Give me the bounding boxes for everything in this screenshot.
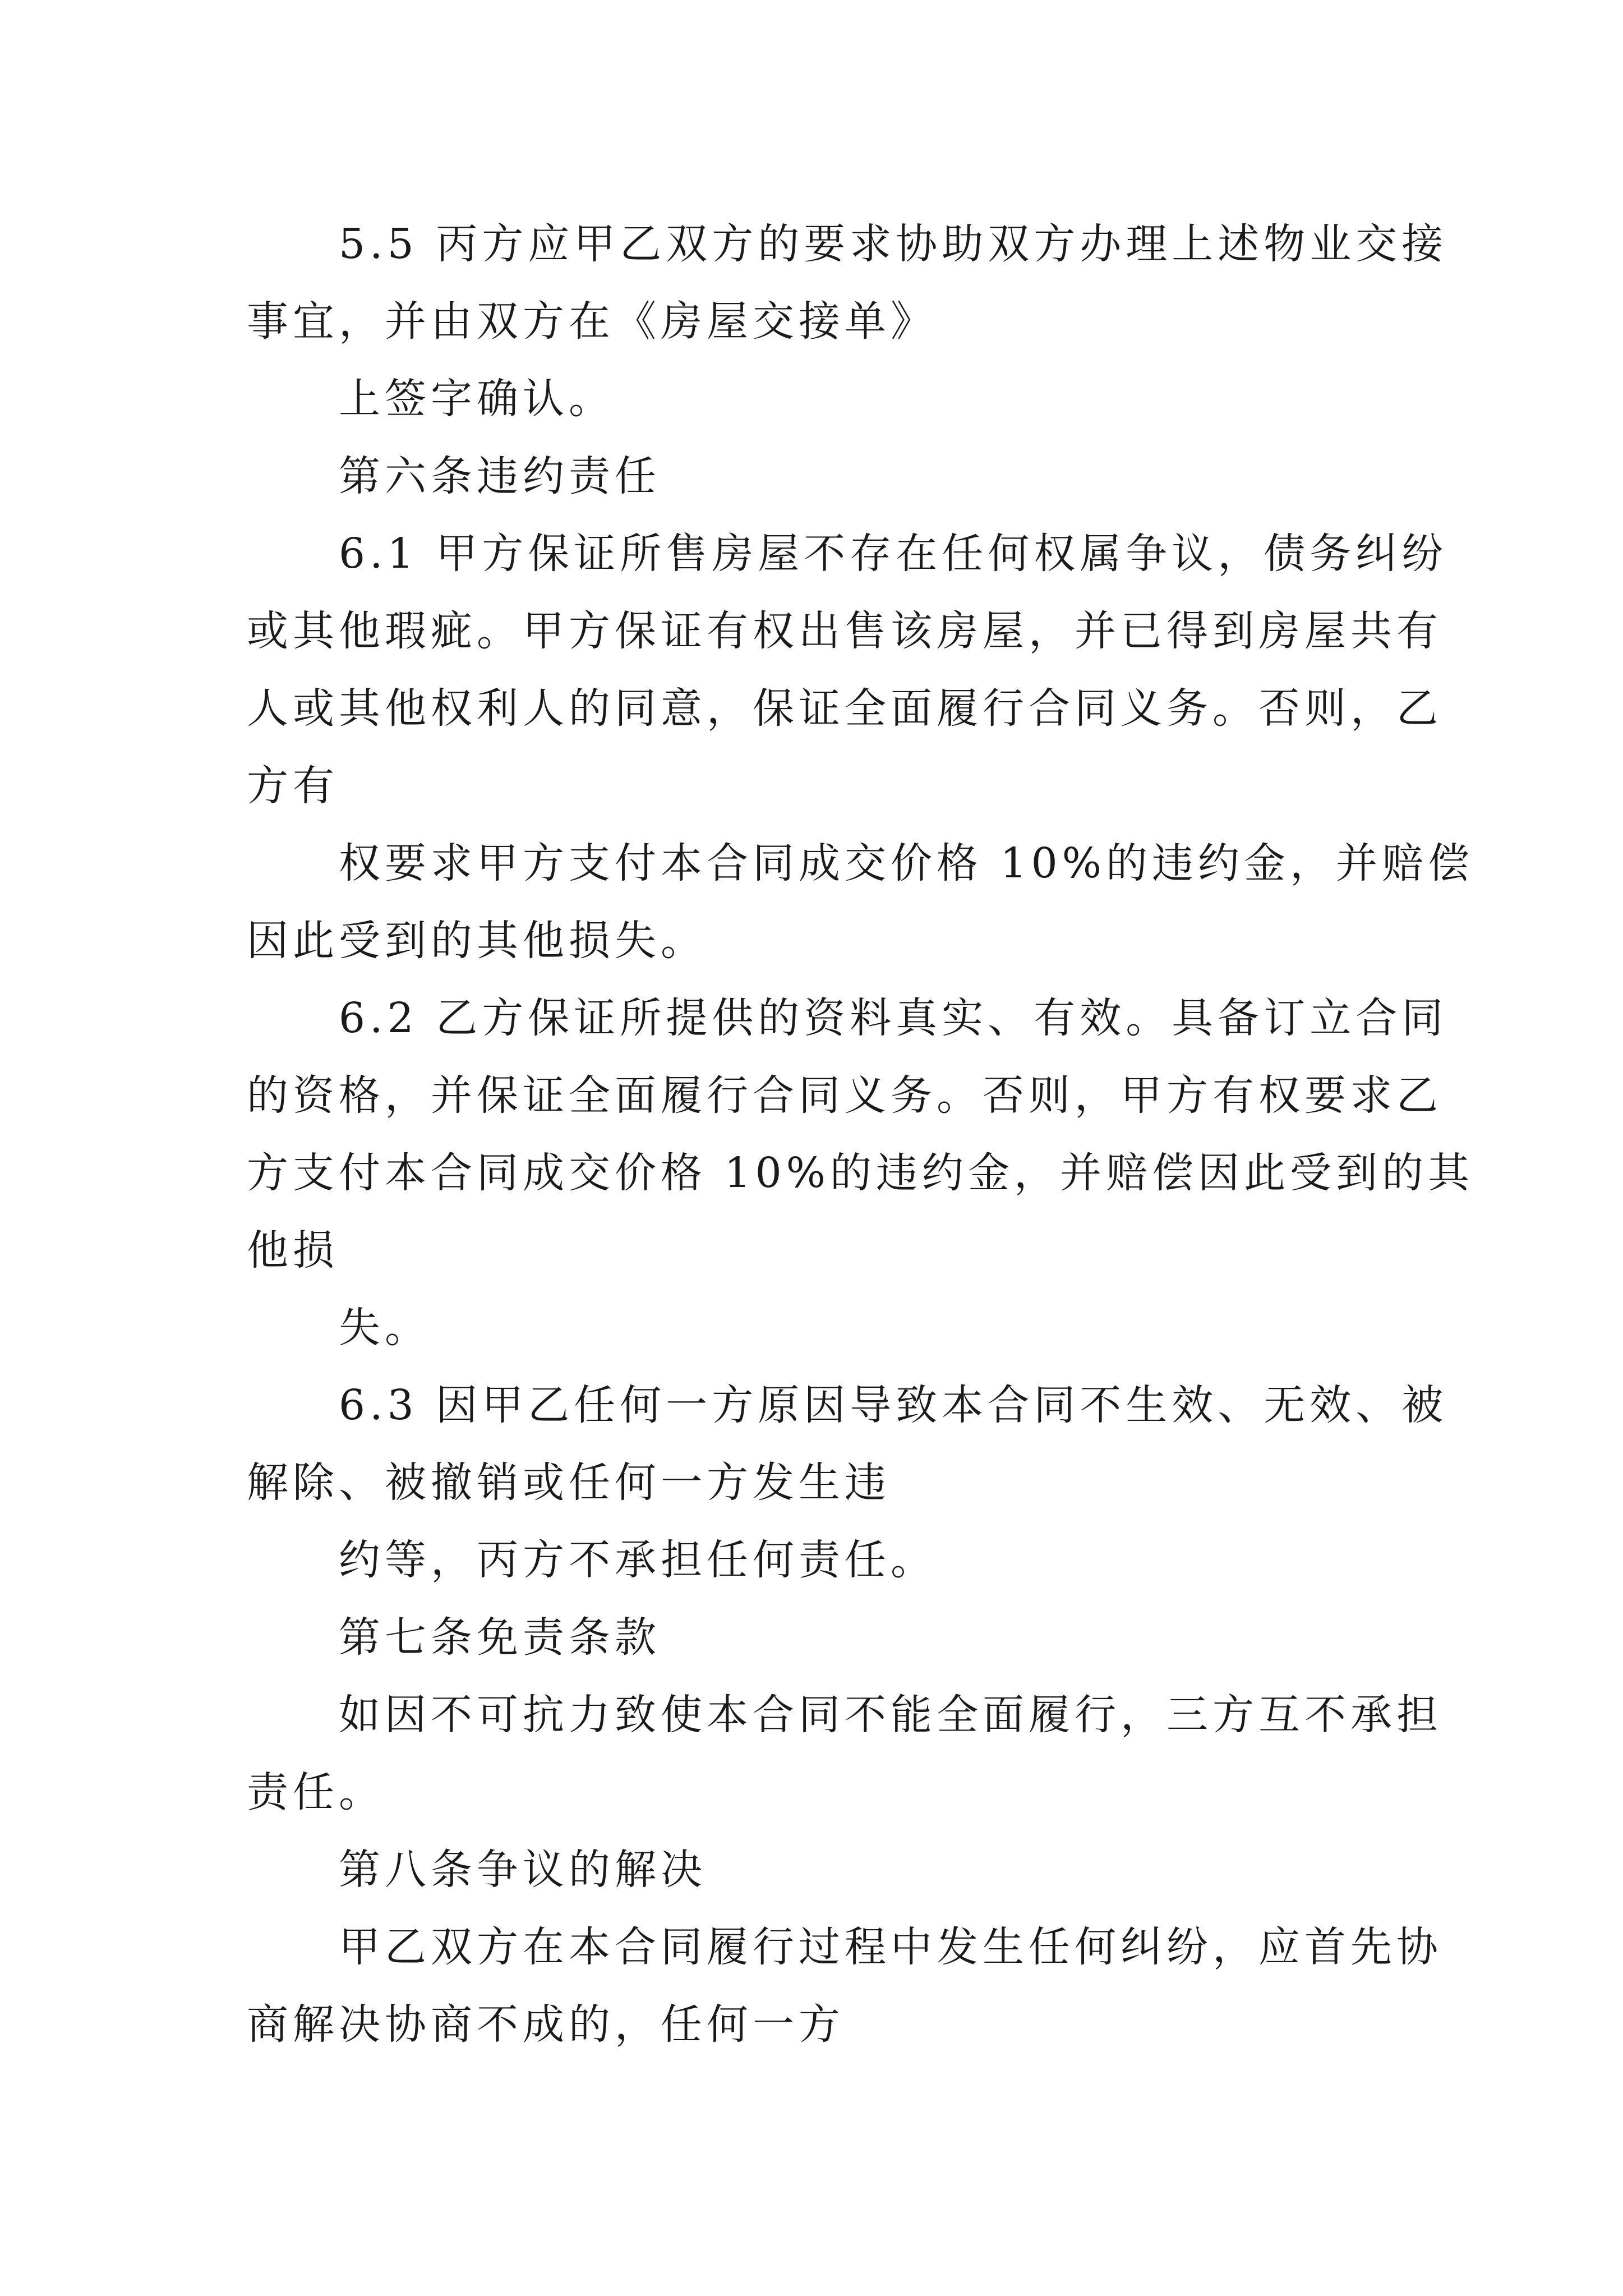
clause-6-2-line-4: 他损 bbox=[247, 1226, 339, 1274]
clause-5-5-line-1: 5.5 丙方应甲乙双方的要求协助双方办理上述物业交接 bbox=[339, 220, 1448, 268]
article-6-heading: 第六条违约责任 bbox=[339, 452, 661, 500]
clause-6-2-line-5: 失。 bbox=[339, 1304, 431, 1352]
article-7-line-2: 责任。 bbox=[247, 1768, 385, 1816]
clause-6-2-line-1: 6.2 乙方保证所提供的资料真实、有效。具备订立合同 bbox=[339, 994, 1448, 1042]
clause-6-1-line-2: 或其他瑕疵。甲方保证有权出售该房屋，并已得到房屋共有 bbox=[247, 607, 1442, 655]
clause-6-3-line-1: 6.3 因甲乙任何一方原因导致本合同不生效、无效、被 bbox=[339, 1381, 1448, 1429]
article-7-heading: 第七条免责条款 bbox=[339, 1613, 661, 1662]
clause-6-1-line-1: 6.1 甲方保证所售房屋不存在任何权属争议，债务纠纷 bbox=[339, 530, 1448, 578]
clause-6-2-line-2: 的资格，并保证全面履行合同义务。否则，甲方有权要求乙 bbox=[247, 1071, 1442, 1120]
article-8-line-2: 商解决协商不成的，任何一方 bbox=[247, 2000, 845, 2049]
article-8-heading: 第八条争议的解决 bbox=[339, 1846, 707, 1894]
clause-6-1-line-3: 人或其他权利人的同意，保证全面履行合同义务。否则，乙 bbox=[247, 684, 1442, 733]
clause-6-1-line-4: 方有 bbox=[247, 762, 339, 810]
clause-6-1-line-6: 因此受到的其他损失。 bbox=[247, 917, 707, 965]
clause-6-1-line-5: 权要求甲方支付本合同成交价格 10%的违约金，并赔偿 bbox=[339, 839, 1474, 887]
clause-6-3-line-3: 约等，丙方不承担任何责任。 bbox=[339, 1536, 937, 1584]
clause-6-2-line-3: 方支付本合同成交价格 10%的违约金，并赔偿因此受到的其 bbox=[247, 1149, 1474, 1197]
article-7-line-1: 如因不可抗力致使本合同不能全面履行，三方互不承担 bbox=[339, 1691, 1442, 1739]
clause-6-3-line-2: 解除、被撤销或任何一方发生违 bbox=[247, 1458, 891, 1507]
clause-5-5-line-2: 事宜，并由双方在《房屋交接单》 bbox=[247, 297, 937, 346]
article-8-line-1: 甲乙双方在本合同履行过程中发生任何纠纷，应首先协 bbox=[339, 1923, 1442, 1971]
clause-5-5-line-3: 上签字确认。 bbox=[339, 375, 615, 423]
